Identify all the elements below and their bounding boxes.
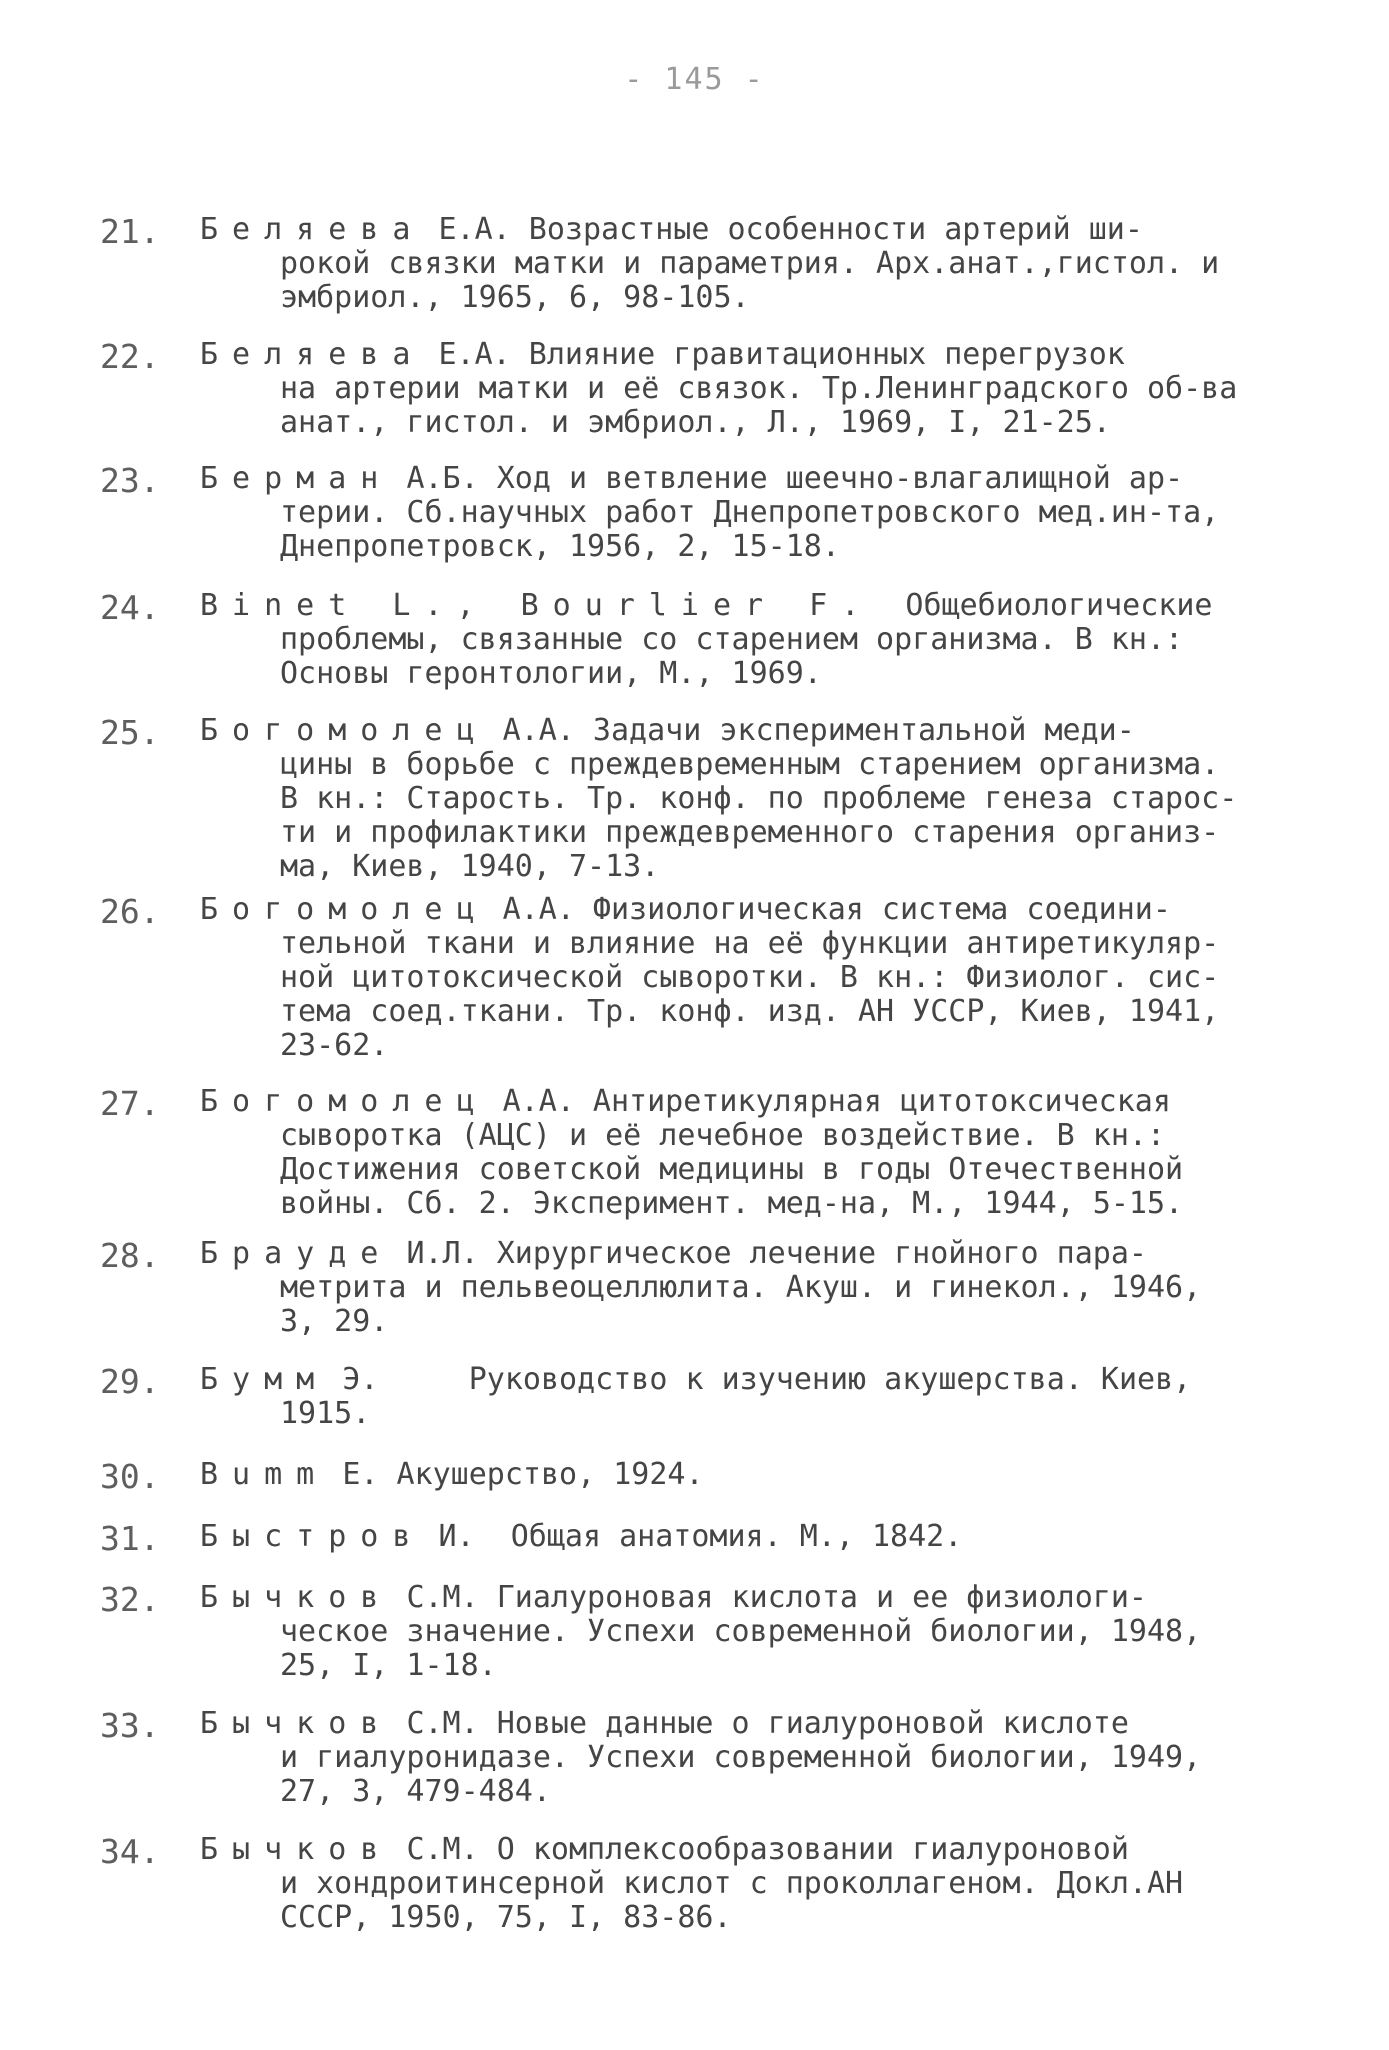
entry-continuation-line: сыворотка (АЦС) и её лечебное воздействие. В кн.: [280,1118,1166,1153]
entry-continuation-line: ти и профилактики преждевременного старения организ- [280,815,1220,850]
entry-first-line [200,893,1171,927]
entry-continuation-line: 27, 3, 479-484. [280,1774,551,1809]
entry-text: Е.А. Влияние гравитационных перегрузок [438,337,1125,372]
entry-text: Э. Руководство к изучению акушерства. Киев, [342,1362,1192,1397]
entry-first-line [200,1363,1191,1397]
entry-first-line [200,714,1135,748]
entry-continuation-line: войны. Сб. 2. Эксперимент. мед-на, М., 1944, 5-15. [280,1186,1184,1221]
entry-first-line [200,213,1143,247]
entry-number: 23. [100,461,160,500]
entry-text: И. Общая анатомия. М., 1842. [438,1519,963,1554]
entry-number: 21. [100,212,160,251]
entry-number: 29. [100,1362,160,1401]
entry-number: 34. [100,1832,160,1871]
entry-continuation-line: и хондроитинсерной кислот с проколлагеном. Докл.АН [280,1866,1184,1901]
entry-first-line [200,338,1125,372]
entry-author: Богомолец [200,892,489,927]
entry-text: Общебиологические [887,588,1213,623]
entry-continuation-line: Основы геронтологии, М., 1969. [280,656,822,691]
entry-author: Быстров [200,1519,425,1554]
entry-continuation-line: 25, I, 1-18. [280,1648,497,1683]
entry-author: Богомолец [200,713,489,748]
entry-continuation-line: на артерии матки и её связок. Тр.Ленинградского об-ва [280,371,1238,406]
entry-continuation-line: 3, 29. [280,1304,389,1339]
entry-continuation-line: рокой связки матки и параметрия. Арх.анат.,гистол. и [280,246,1220,281]
entry-continuation-line: ма, Киев, 1940, 7-13. [280,849,660,884]
entry-text: А.А. Физиологическая система соедини- [502,892,1171,927]
entry-author: Беляева [200,337,425,372]
entry-author: Брауде [200,1236,393,1271]
entry-text: А.А. Задачи экспериментальной меди- [502,713,1135,748]
entry-number: 26. [100,892,160,931]
entry-continuation-line: эмбриол., 1965, 6, 98-105. [280,280,750,315]
entry-text: А.А. Антиретикулярная цитотоксическая [502,1084,1171,1119]
entry-first-line [200,1458,704,1492]
entry-first-line [200,1520,962,1554]
entry-first-line [200,1085,1171,1119]
page-number: - 145 - [624,62,765,97]
entry-author: Берман [200,461,393,496]
entry-continuation-line: тема соед.ткани. Тр. конф. изд. АН УССР, Киев, 1941, [280,994,1220,1029]
entry-continuation-line: терии. Сб.научных работ Днепропетровского мед.ин-та, [280,495,1220,530]
entry-continuation-line: Днепропетровск, 1956, 2, 15-18. [280,529,840,564]
entry-first-line [200,462,1183,496]
entry-number: 33. [100,1706,160,1745]
entry-text: С.М. О комплексообразовании гиалуроновой [406,1832,1129,1867]
entry-author: Бычков [200,1832,393,1867]
entry-author: Бумм [200,1362,329,1397]
entry-continuation-line: ной цитотоксической сыворотки. В кн.: Физиолог. сис- [280,960,1220,995]
entry-continuation-line: и гиалуронидазе. Успехи современной биологии, 1949, [280,1740,1202,1775]
entry-continuation-line: Достижения советской медицины в годы Отечественной [280,1152,1184,1187]
entry-first-line [200,1707,1129,1741]
entry-text: А.Б. Ход и ветвление шеечно-влагалищной ар- [406,461,1184,496]
entry-continuation-line: 1915. [280,1396,371,1431]
entry-number: 27. [100,1084,160,1123]
entry-number: 24. [100,588,160,627]
entry-number: 32. [100,1580,160,1619]
entry-continuation-line: проблемы, связанные со старением организма. В кн.: [280,622,1184,657]
entry-text: Е.А. Возрастные особенности артерий ши- [438,212,1143,247]
entry-author: Binet L., Bourlier F. [200,588,874,623]
entry-continuation-line: цины в борьбе с преждевременным старением организма. [280,747,1220,782]
entry-number: 25. [100,713,160,752]
entry-number: 28. [100,1236,160,1275]
entry-continuation-line: 23-62. [280,1028,389,1063]
entry-continuation-line: В кн.: Старость. Тр. конф. по проблеме генеза старос- [280,781,1238,816]
entry-author: Богомолец [200,1084,489,1119]
entry-first-line [200,1581,1147,1615]
entry-continuation-line: ческое значение. Успехи современной биологии, 1948, [280,1614,1202,1649]
entry-author: Бычков [200,1706,393,1741]
entry-continuation-line: анат., гистол. и эмбриол., Л., 1969, I, 21-25. [280,405,1111,440]
entry-number: 30. [100,1457,160,1496]
entry-text: С.М. Гиалуроновая кислота и ее физиологи- [406,1580,1147,1615]
entry-first-line [200,1833,1129,1867]
entry-text: E. Акушерство, 1924. [342,1457,704,1492]
entry-number: 22. [100,337,160,376]
entry-continuation-line: тельной ткани и влияние на её функции антиретикуляр- [280,926,1220,961]
entry-number: 31. [100,1519,160,1558]
entry-first-line [200,1237,1147,1271]
entry-text: И.Л. Хирургическое лечение гнойного пара- [406,1236,1147,1271]
entry-continuation-line: метрита и пельвеоцеллюлита. Акуш. и гинекол., 1946, [280,1270,1202,1305]
entry-author: Бычков [200,1580,393,1615]
entry-first-line [200,589,1212,623]
entry-author: Bumm [200,1457,329,1492]
entry-author: Беляева [200,212,425,247]
entry-continuation-line: СССР, 1950, 75, I, 83-86. [280,1900,732,1935]
entry-text: С.М. Новые данные о гиалуроновой кислоте [406,1706,1129,1741]
